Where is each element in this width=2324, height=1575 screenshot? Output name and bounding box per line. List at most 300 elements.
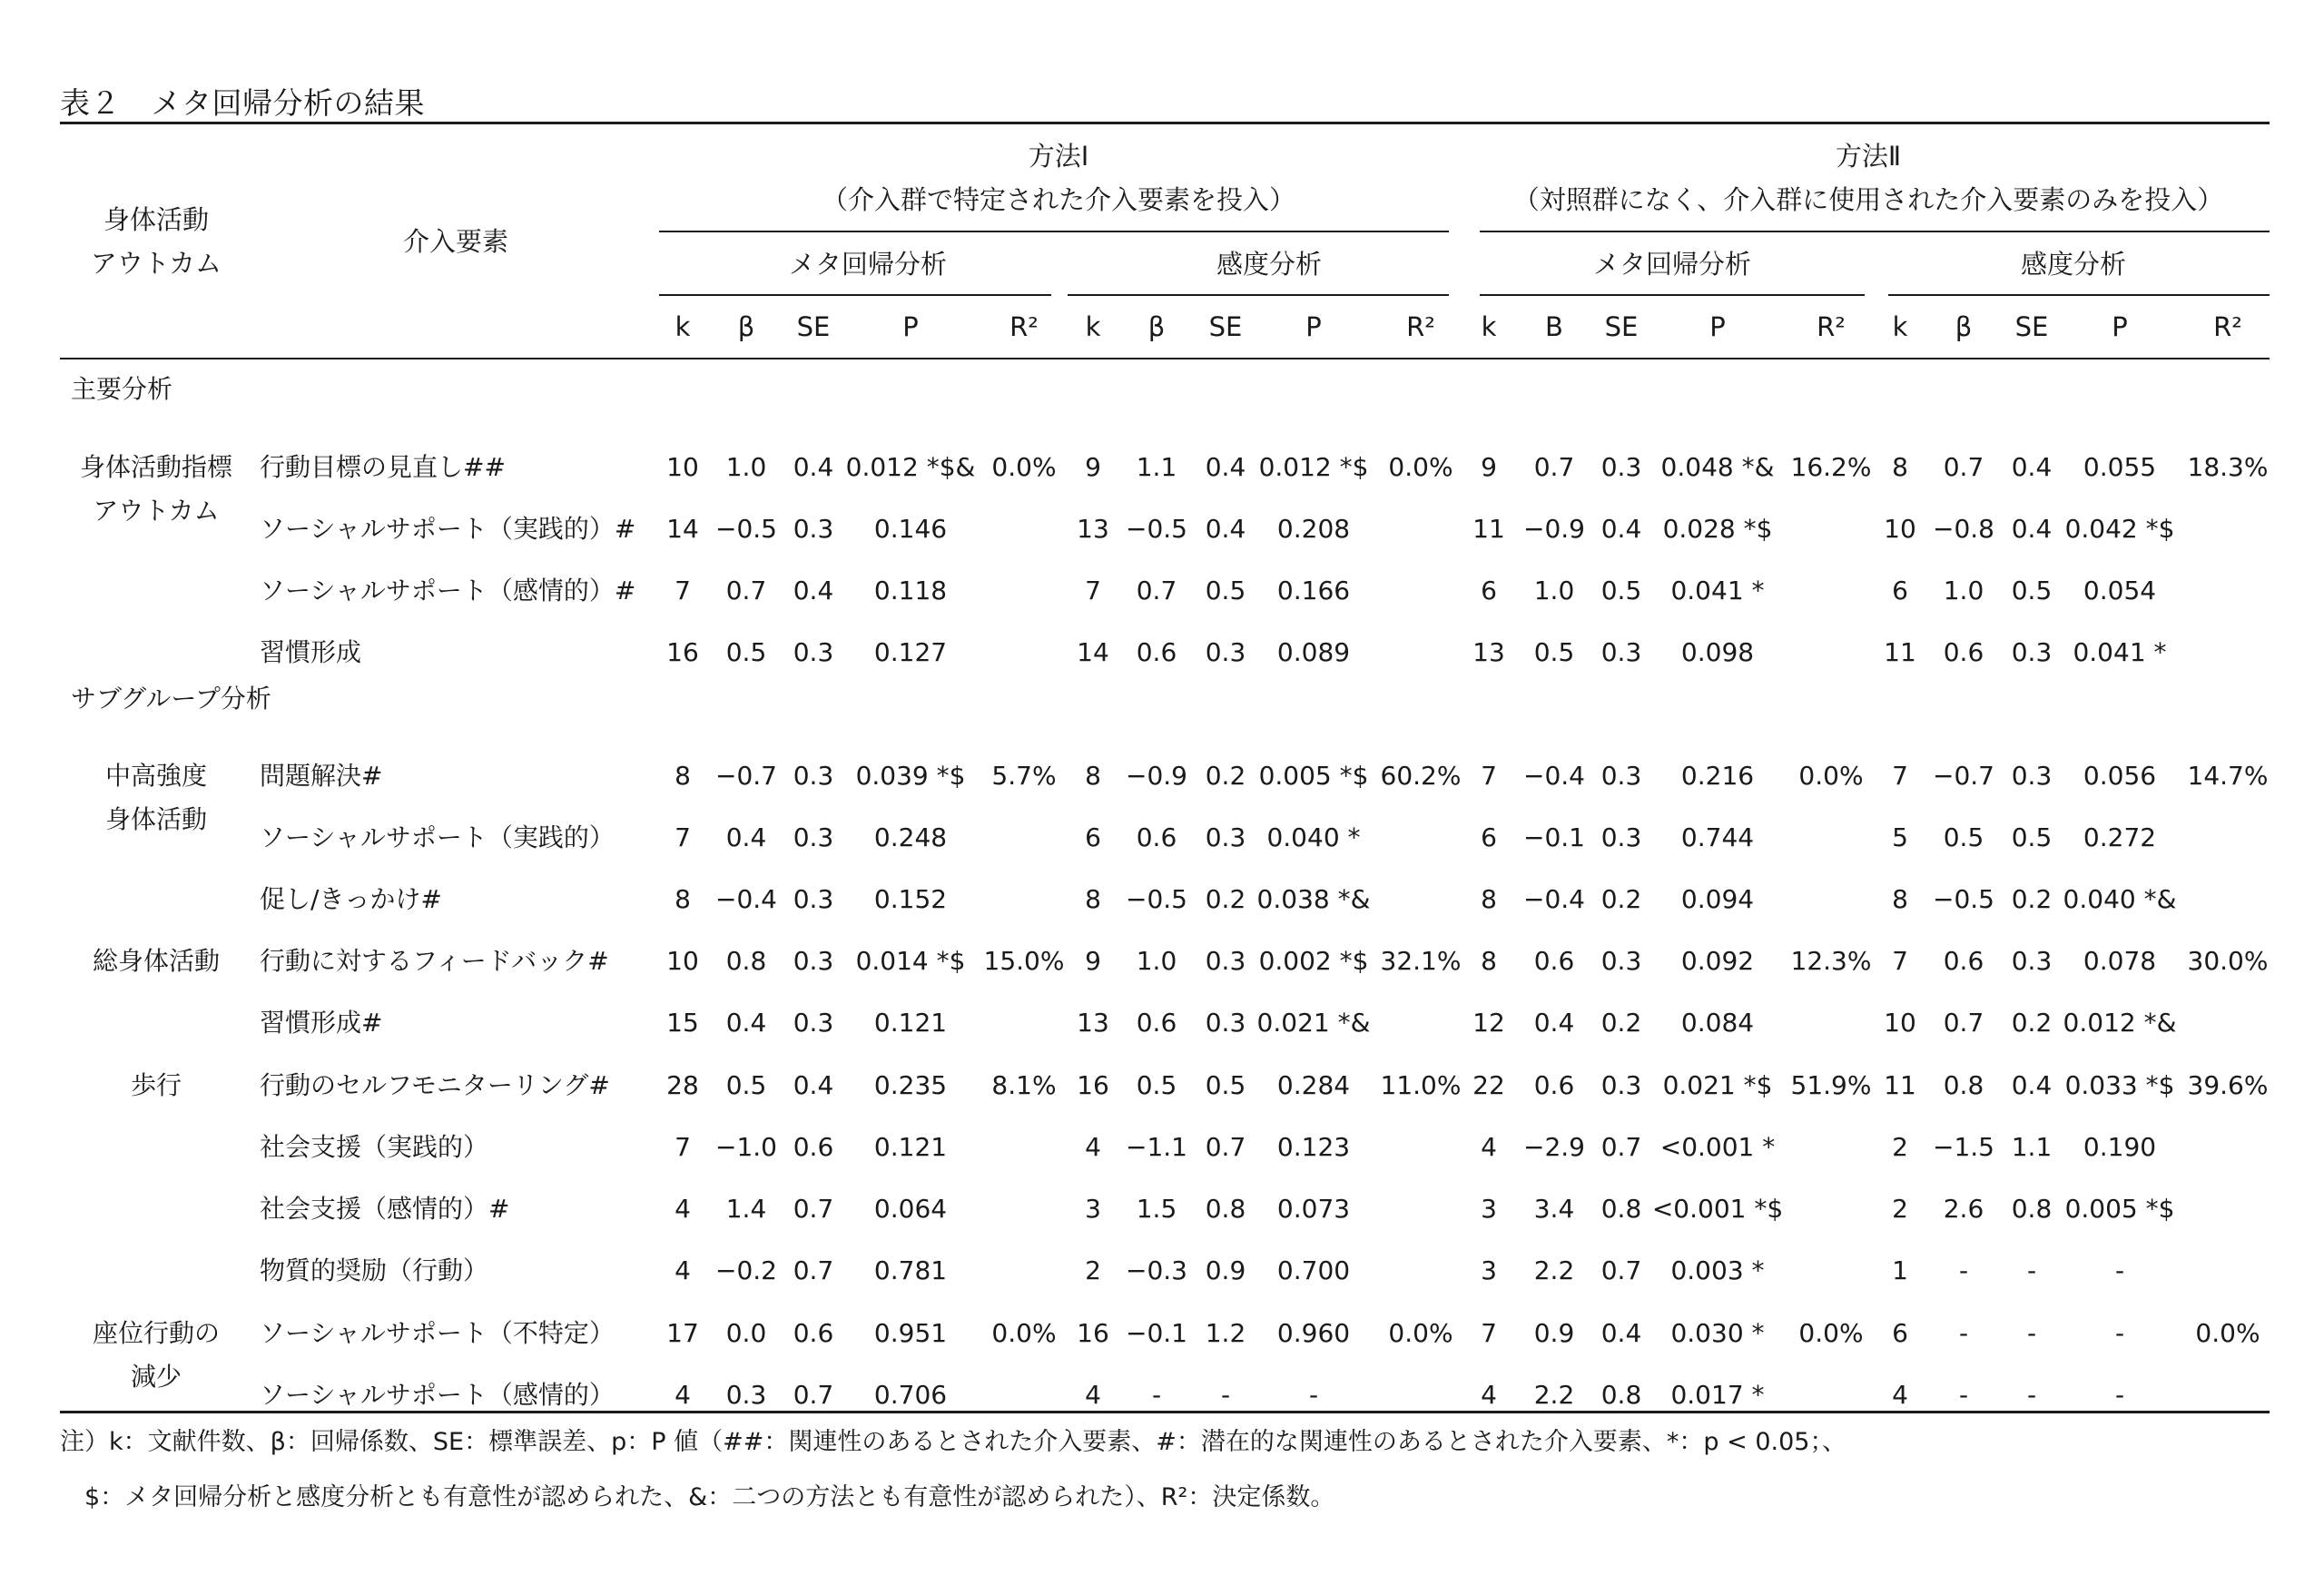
outcome-label: 身体活動 <box>104 804 208 834</box>
table-cell: 0.208 <box>1276 514 1351 544</box>
method-rule-2 <box>1480 231 2270 232</box>
table-cell: 0.6 <box>1533 1070 1575 1100</box>
table-cell: 0.014 *$ <box>855 946 966 976</box>
table-cell: 0.0% <box>991 1318 1057 1348</box>
table-cell: 11 <box>1884 637 1916 667</box>
table-cell: 10 <box>666 452 699 482</box>
table-cell: 0.3 <box>1600 822 1642 852</box>
table-cell: 0.4 <box>2011 514 2053 544</box>
table-cell: 0.3 <box>793 637 834 667</box>
table-cell: 1.5 <box>1136 1194 1177 1224</box>
table-cell: 0.092 <box>1680 946 1755 976</box>
table-cell: - <box>1220 1380 1231 1410</box>
table-cell: 0.028 *$ <box>1662 514 1773 544</box>
table-cell: 3 <box>1481 1255 1497 1285</box>
section-main-analysis: 主要分析 <box>71 374 173 404</box>
table-cell: 39.6% <box>2187 1070 2269 1100</box>
table-cell: 0.3 <box>793 822 834 852</box>
table-cell: 15.0% <box>983 946 1065 976</box>
table-cell: 4 <box>1481 1380 1497 1410</box>
method1-title: 方法Ⅰ <box>1028 141 1089 172</box>
column-header: R² <box>2213 311 2242 342</box>
table-cell: 0.9 <box>1533 1318 1575 1348</box>
header-outcome-1: 身体活動 <box>103 204 210 235</box>
table-cell: 0.0% <box>2195 1318 2260 1348</box>
table-cell: 0.4 <box>1205 452 1246 482</box>
table-cell: 8 <box>1892 884 1908 914</box>
outcome-label: 座位行動の <box>92 1318 221 1348</box>
table-cell: 9 <box>1481 452 1497 482</box>
table-cell: 0.951 <box>873 1318 948 1348</box>
table-cell: 0.3 <box>1600 1070 1642 1100</box>
table-cell: 0.2 <box>2011 1008 2053 1038</box>
table-cell: 0.6 <box>793 1318 834 1348</box>
table-cell: 0.781 <box>873 1255 948 1285</box>
table-cell: 0.7 <box>1205 1132 1246 1162</box>
table-cell: −0.5 <box>715 514 777 544</box>
element-label: 習慣形成# <box>260 1008 383 1038</box>
table-cell: 0.284 <box>1276 1070 1351 1100</box>
table-cell: 0.040 * <box>1266 822 1361 852</box>
table-cell: - <box>1308 1380 1319 1410</box>
column-header: β <box>1147 311 1166 342</box>
table-cell: 0.2 <box>1205 884 1246 914</box>
table-cell: 0.041 * <box>2073 637 2167 667</box>
table-cell: - <box>2026 1380 2037 1410</box>
table-cell: 0.8 <box>2011 1194 2053 1224</box>
table-cell: 0.6 <box>1943 946 1984 976</box>
outcome-label: 中高強度 <box>104 761 208 791</box>
table-cell: 0.2 <box>1205 761 1246 791</box>
table-cell: 16.2% <box>1790 452 1872 482</box>
table-cell: 0.021 *$ <box>1662 1070 1773 1100</box>
analysis-rule-2 <box>1068 294 1449 296</box>
table-cell: 0.0% <box>1388 1318 1453 1348</box>
table-cell: 0.0% <box>1388 452 1453 482</box>
table-cell: −0.5 <box>1126 884 1187 914</box>
table-cell: 0.166 <box>1276 576 1351 605</box>
table-cell: 8 <box>1892 452 1908 482</box>
table-cell: 0.3 <box>1600 637 1642 667</box>
table-cell: 8.1% <box>991 1070 1057 1100</box>
table-cell: 6 <box>1892 1318 1908 1348</box>
table-cell: 0.706 <box>873 1380 948 1410</box>
table-cell: 16 <box>1077 1318 1109 1348</box>
table-cell: 0.7 <box>725 576 767 605</box>
element-label: 問題解決# <box>260 761 383 791</box>
column-header: β <box>737 311 755 342</box>
element-label: 行動目標の見直し## <box>260 452 506 482</box>
table-cell: −0.7 <box>1933 761 1994 791</box>
table-cell: 0.4 <box>725 822 767 852</box>
table-cell: 1 <box>1892 1255 1908 1285</box>
table-cell: 0.5 <box>725 637 767 667</box>
column-header: SE <box>2014 311 2049 342</box>
table-cell: 0.3 <box>793 946 834 976</box>
method2-subtitle: （対照群になく、介入群に使用された介入要素のみを投入） <box>1512 184 2224 215</box>
table-cell: 4 <box>675 1255 691 1285</box>
table-cell: −0.4 <box>715 884 777 914</box>
column-header: SE <box>796 311 831 342</box>
table-cell: 6 <box>1481 822 1497 852</box>
table-caption: 表２ メタ回帰分析の結果 <box>60 85 425 121</box>
table-cell: 0.0% <box>1798 1318 1864 1348</box>
table-cell: 7 <box>675 1132 691 1162</box>
table-cell: 0.4 <box>793 576 834 605</box>
table-cell: 8 <box>1481 884 1497 914</box>
element-label: ソーシャルサポート（感情的）# <box>260 576 636 605</box>
table-cell: 0.056 <box>2083 761 2157 791</box>
analysis-rule-1 <box>659 294 1051 296</box>
table-cell: 60.2% <box>1380 761 1462 791</box>
table-cell: 0.2 <box>1600 884 1642 914</box>
table-cell: 0.3 <box>1600 946 1642 976</box>
column-header: k <box>675 311 691 342</box>
table-cell: 0.048 *& <box>1660 452 1775 482</box>
table-cell: 0.3 <box>1600 452 1642 482</box>
table-cell: - <box>1958 1380 1969 1410</box>
table-cell: 5.7% <box>991 761 1057 791</box>
table-cell: 0.4 <box>1533 1008 1575 1038</box>
table-cell: 2 <box>1085 1255 1101 1285</box>
table-cell: 0.003 * <box>1670 1255 1765 1285</box>
table-cell: 7 <box>1892 946 1908 976</box>
header-bottom-rule <box>60 358 2270 359</box>
table-cell: 0.4 <box>725 1008 767 1038</box>
table-cell: 8 <box>1085 761 1101 791</box>
table-cell: 2.6 <box>1943 1194 1984 1224</box>
table-cell: 0.6 <box>1943 637 1984 667</box>
table-cell: 0.6 <box>1136 1008 1177 1038</box>
table-cell: 1.4 <box>725 1194 767 1224</box>
table-cell: 1.0 <box>1943 576 1984 605</box>
column-header: SE <box>1604 311 1639 342</box>
table-cell: 30.0% <box>2187 946 2269 976</box>
table-cell: 8 <box>1481 946 1497 976</box>
table-cell: 8 <box>675 761 691 791</box>
table-cell: 1.0 <box>1136 946 1177 976</box>
table-cell: - <box>2026 1318 2037 1348</box>
table-cell: 1.1 <box>1136 452 1177 482</box>
table-cell: 0.5 <box>1205 1070 1246 1100</box>
table-cell: −0.9 <box>1126 761 1187 791</box>
column-header: B <box>1545 311 1563 342</box>
table-cell: 0.0 <box>725 1318 767 1348</box>
m2-sens-label: 感度分析 <box>2020 249 2127 280</box>
table-cell: −0.5 <box>1933 884 1994 914</box>
table-cell: 10 <box>1884 514 1916 544</box>
table-cell: 0.3 <box>2011 637 2053 667</box>
table-cell: 18.3% <box>2187 452 2269 482</box>
table-cell: 0.021 *& <box>1256 1008 1371 1038</box>
table-cell: 0.7 <box>1600 1132 1642 1162</box>
table-cell: 0.3 <box>793 514 834 544</box>
table-cell: 11.0% <box>1380 1070 1462 1100</box>
table-cell: - <box>1958 1318 1969 1348</box>
table-cell: 22 <box>1472 1070 1505 1100</box>
table-cell: - <box>2114 1255 2125 1285</box>
column-header: P <box>2112 311 2128 342</box>
table-cell: 0.7 <box>793 1194 834 1224</box>
table-cell: 0.960 <box>1276 1318 1351 1348</box>
table-cell: 0.7 <box>1533 452 1575 482</box>
table-cell: 0.3 <box>1205 637 1246 667</box>
table-cell: 0.3 <box>2011 946 2053 976</box>
column-header: P <box>902 311 919 342</box>
outcome-label: 減少 <box>130 1362 182 1392</box>
table-cell: 0.098 <box>1680 637 1755 667</box>
analysis-rule-3 <box>1480 294 1865 296</box>
table-cell: 11 <box>1472 514 1505 544</box>
table-cell: 0.3 <box>793 761 834 791</box>
table-cell: 6 <box>1481 576 1497 605</box>
table-cell: 7 <box>675 576 691 605</box>
table-cell: 3 <box>1085 1194 1101 1224</box>
method-rule-1 <box>659 231 1449 232</box>
table-cell: 0.002 *$ <box>1258 946 1369 976</box>
table-cell: 0.216 <box>1680 761 1755 791</box>
table-cell: - <box>2114 1380 2125 1410</box>
table-cell: <0.001 * <box>1659 1132 1776 1162</box>
element-label: 行動に対するフィードバック# <box>260 946 609 976</box>
table-cell: 0.012 *$& <box>845 452 976 482</box>
table-cell: 0.3 <box>793 884 834 914</box>
table-cell: 10 <box>666 946 699 976</box>
table-cell: 1.0 <box>725 452 767 482</box>
table-cell: 0.235 <box>873 1070 948 1100</box>
table-cell: −1.0 <box>715 1132 777 1162</box>
table-cell: 0.700 <box>1276 1255 1351 1285</box>
table-cell: 0.3 <box>1205 946 1246 976</box>
table-cell: 14 <box>666 514 699 544</box>
footnote-line-2: $：メタ回帰分析と感度分析とも有意性が認められた、&：二つの方法とも有意性が認められた）、R²：決定係数。 <box>60 1483 1335 1511</box>
footnote-line-1: 注）k：文献件数、β：回帰係数、SE：標準誤差、p：P 値（##：関連性のあるとされた介入要素、#：潜在的な関連性のあるとされた介入要素、*：p < 0.05；、 <box>60 1428 1846 1456</box>
table-cell: 0.094 <box>1680 884 1755 914</box>
table-cell: 32.1% <box>1380 946 1462 976</box>
m2-meta-label: メタ回帰分析 <box>1592 249 1752 280</box>
table-cell: 9 <box>1085 946 1101 976</box>
element-label: 物質的奨励（行動） <box>260 1255 489 1285</box>
table-cell: 7 <box>1481 761 1497 791</box>
table-cell: −1.5 <box>1933 1132 1994 1162</box>
table-cell: −0.9 <box>1523 514 1585 544</box>
table-cell: 0.4 <box>1600 514 1642 544</box>
table-cell: 0.5 <box>1136 1070 1177 1100</box>
table-cell: 0.7 <box>1943 1008 1984 1038</box>
table-cell: 7 <box>1481 1318 1497 1348</box>
element-label: 促し/きっかけ# <box>260 884 442 914</box>
table-cell: 0.3 <box>1205 822 1246 852</box>
column-header: β <box>1955 311 1973 342</box>
table-cell: <0.001 *$ <box>1651 1194 1784 1224</box>
table-cell: 0.012 *& <box>2063 1008 2177 1038</box>
table-cell: 6 <box>1085 822 1101 852</box>
element-label: ソーシャルサポート（実践的）# <box>260 514 636 544</box>
table-cell: 0.039 *$ <box>855 761 966 791</box>
table-cell: 0.6 <box>1136 822 1177 852</box>
table-cell: −0.3 <box>1126 1255 1187 1285</box>
table-cell: 0.0% <box>1798 761 1864 791</box>
table-cell: 7 <box>1892 761 1908 791</box>
table-cell: 7 <box>1085 576 1101 605</box>
table-cell: 0.073 <box>1276 1194 1351 1224</box>
table-cell: 0.5 <box>1943 822 1984 852</box>
table-cell: −0.1 <box>1126 1318 1187 1348</box>
column-header: P <box>1305 311 1322 342</box>
table-cell: 0.6 <box>1136 637 1177 667</box>
table-cell: −0.4 <box>1523 884 1585 914</box>
table-cell: 0.4 <box>1600 1318 1642 1348</box>
table-cell: - <box>1151 1380 1162 1410</box>
table-cell: 0.7 <box>1136 576 1177 605</box>
table-cell: 0.3 <box>793 1008 834 1038</box>
table-cell: 0.5 <box>1533 637 1575 667</box>
table-cell: 16 <box>666 637 699 667</box>
table-cell: 0.8 <box>1205 1194 1246 1224</box>
table-cell: - <box>2114 1318 2125 1348</box>
table-cell: 0.089 <box>1276 637 1351 667</box>
table-cell: 4 <box>675 1380 691 1410</box>
column-header: R² <box>1009 311 1039 342</box>
element-label: 社会支援（実践的） <box>260 1132 489 1162</box>
table-cell: 4 <box>1085 1132 1101 1162</box>
table-cell: 0.7 <box>1600 1255 1642 1285</box>
element-label: ソーシャルサポート（実践的） <box>260 822 615 852</box>
table-cell: −0.8 <box>1933 514 1994 544</box>
table-cell: 0.121 <box>873 1008 948 1038</box>
table-cell: 0.038 *& <box>1256 884 1371 914</box>
element-label: ソーシャルサポート（不特定） <box>260 1318 615 1348</box>
table-cell: 3.4 <box>1533 1194 1575 1224</box>
table-cell: 2.2 <box>1533 1380 1575 1410</box>
table-cell: 0.030 * <box>1670 1318 1765 1348</box>
table-cell: 0.3 <box>2011 761 2053 791</box>
table-cell: 0.084 <box>1680 1008 1755 1038</box>
table-cell: 2.2 <box>1533 1255 1575 1285</box>
top-rule <box>60 122 2270 124</box>
column-header: k <box>1892 311 1908 342</box>
table-cell: 13 <box>1077 1008 1109 1038</box>
table-cell: 0.5 <box>1205 576 1246 605</box>
table-cell: 0.4 <box>1205 514 1246 544</box>
table-cell: 3 <box>1481 1194 1497 1224</box>
table-cell: 0.5 <box>725 1070 767 1100</box>
table-cell: 0.6 <box>793 1132 834 1162</box>
header-outcome-2: アウトカム <box>90 248 222 279</box>
column-header: k <box>1085 311 1101 342</box>
table-cell: 0.017 * <box>1670 1380 1765 1410</box>
table-cell: - <box>2026 1255 2037 1285</box>
table-cell: 7 <box>675 822 691 852</box>
outcome-label: 総身体活動 <box>92 946 221 976</box>
table-cell: 0.152 <box>873 884 948 914</box>
table-cell: 1.1 <box>2011 1132 2053 1162</box>
table-cell: 0.9 <box>1205 1255 1246 1285</box>
table-cell: 28 <box>666 1070 699 1100</box>
table-cell: 12.3% <box>1790 946 1872 976</box>
table-cell: 0.3 <box>725 1380 767 1410</box>
table-cell: 0.041 * <box>1670 576 1765 605</box>
table-cell: 8 <box>1085 884 1101 914</box>
analysis-rule-4 <box>1888 294 2270 296</box>
table-cell: 6 <box>1892 576 1908 605</box>
outcome-label: 歩行 <box>130 1070 182 1100</box>
table-cell: 15 <box>666 1008 699 1038</box>
method2-title: 方法Ⅱ <box>1835 141 1902 172</box>
table-cell: 2 <box>1892 1132 1908 1162</box>
table-cell: −2.9 <box>1523 1132 1585 1162</box>
table-cell: 0.7 <box>1943 452 1984 482</box>
bottom-rule <box>60 1411 2270 1413</box>
table-cell: 0.272 <box>2083 822 2157 852</box>
column-header: k <box>1481 311 1497 342</box>
table-cell: 0.055 <box>2083 452 2157 482</box>
element-label: 習慣形成 <box>260 637 362 667</box>
table-cell: −0.4 <box>1523 761 1585 791</box>
column-header: SE <box>1208 311 1243 342</box>
table-cell: −0.2 <box>715 1255 777 1285</box>
m1-meta-label: メタ回帰分析 <box>788 249 948 280</box>
table-cell: 0.2 <box>2011 884 2053 914</box>
table-cell: 0.3 <box>1600 761 1642 791</box>
table-cell: 1.0 <box>1533 576 1575 605</box>
table-cell: 0.6 <box>1533 946 1575 976</box>
table-cell: 0.4 <box>2011 452 2053 482</box>
table-cell: 0.8 <box>1600 1194 1642 1224</box>
column-header: R² <box>1817 311 1846 342</box>
table-cell: 4 <box>1481 1132 1497 1162</box>
table-cell: 0.3 <box>1205 1008 1246 1038</box>
table-cell: 8 <box>675 884 691 914</box>
column-header: P <box>1709 311 1726 342</box>
table-cell: 0.5 <box>1600 576 1642 605</box>
table-cell: 0.078 <box>2083 946 2157 976</box>
table-cell: 13 <box>1077 514 1109 544</box>
table-cell: 0.127 <box>873 637 948 667</box>
table-cell: 0.121 <box>873 1132 948 1162</box>
table-cell: 0.5 <box>2011 576 2053 605</box>
element-label: 行動のセルフモニターリング# <box>260 1070 610 1100</box>
table-cell: 0.064 <box>873 1194 948 1224</box>
table-cell: 0.5 <box>2011 822 2053 852</box>
table-cell: 0.190 <box>2083 1132 2157 1162</box>
table-cell: −0.5 <box>1126 514 1187 544</box>
table-cell: 17 <box>666 1318 699 1348</box>
header-element: 介入要素 <box>402 226 509 257</box>
table-cell: 1.2 <box>1205 1318 1246 1348</box>
table-cell: 0.4 <box>793 452 834 482</box>
table-cell: 0.118 <box>873 576 948 605</box>
table-cell: 10 <box>1884 1008 1916 1038</box>
method1-subtitle: （介入群で特定された介入要素を投入） <box>821 184 1296 215</box>
table-cell: 0.054 <box>2083 576 2157 605</box>
table-cell: 51.9% <box>1790 1070 1872 1100</box>
element-label: 社会支援（感情的）# <box>260 1194 510 1224</box>
outcome-label: アウトカム <box>93 496 220 526</box>
table-cell: 0.123 <box>1276 1132 1351 1162</box>
table-cell: 4 <box>1085 1380 1101 1410</box>
table-cell: 0.0% <box>991 452 1057 482</box>
table-cell: 14.7% <box>2187 761 2269 791</box>
table-cell: 16 <box>1077 1070 1109 1100</box>
table-cell: - <box>1958 1255 1969 1285</box>
table-cell: 0.005 *$ <box>2064 1194 2175 1224</box>
table-cell: 12 <box>1472 1008 1505 1038</box>
table-cell: 0.005 *$ <box>1258 761 1369 791</box>
table-cell: 2 <box>1892 1194 1908 1224</box>
table-cell: 0.248 <box>873 822 948 852</box>
table-cell: 0.8 <box>1600 1380 1642 1410</box>
